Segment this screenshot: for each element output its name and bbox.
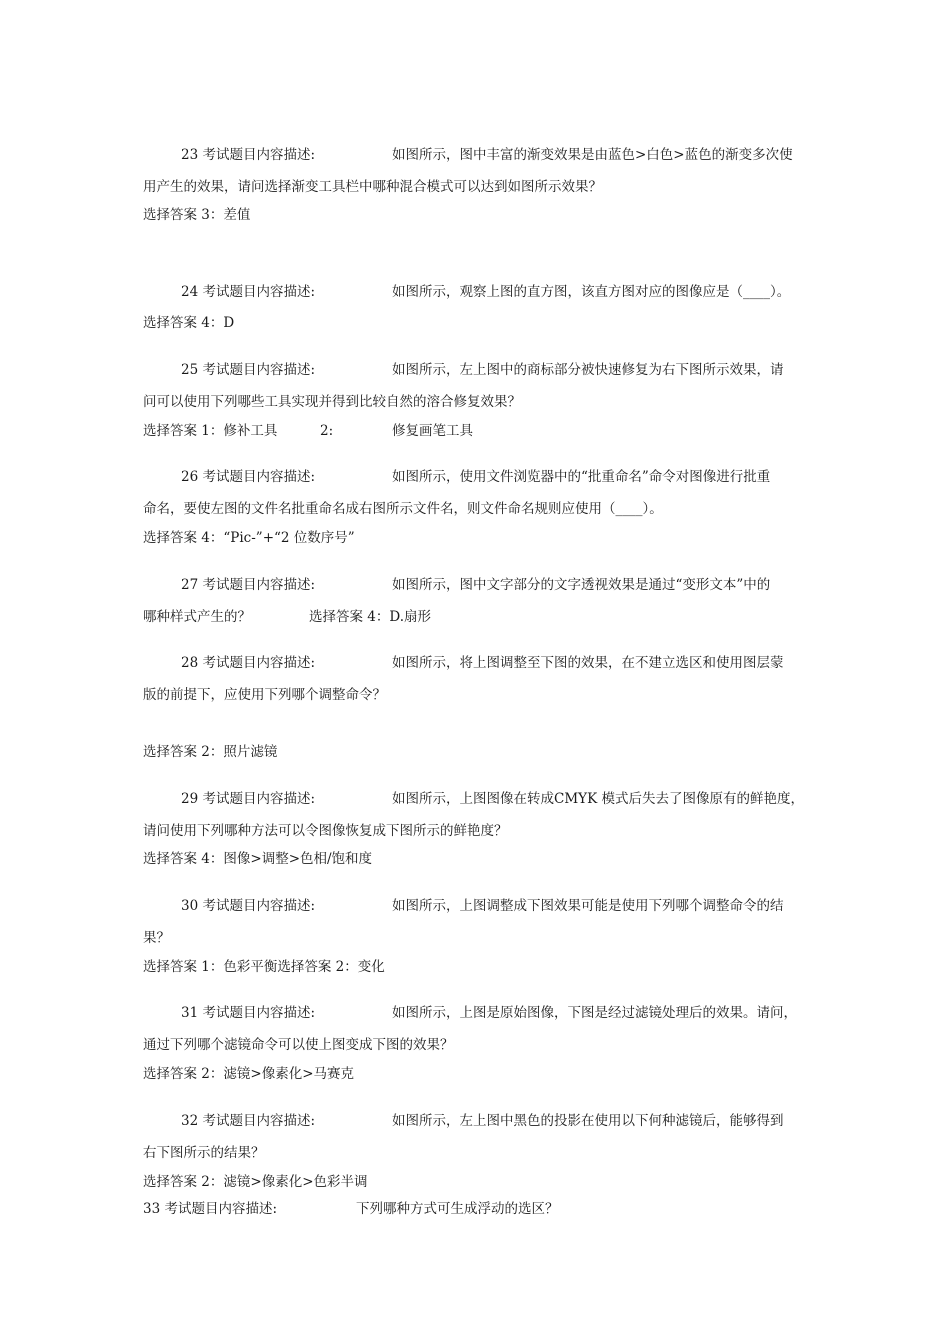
question-text: 版的前提下，应使用下列哪个调整命令？ [143,687,386,703]
question-text: 如图所示，图中文字部分的文字透视效果是通过“变形文本”中的 [392,577,771,593]
answer-text: 选择答案 3：差值 [143,207,251,223]
question-text: 问可以使用下列哪些工具实现并得到比较自然的溶合修复效果？ [143,394,521,410]
answer-number: 2: [320,423,334,439]
question-label: 25 考试题目内容描述: [181,362,316,378]
question-text: 如图所示，图中丰富的渐变效果是由蓝色>白色>蓝色的渐变多次使 [392,147,793,163]
question-label: 31 考试题目内容描述: [181,1005,316,1021]
answer-text: 选择答案 2：滤镜>像素化>色彩半调 [143,1174,368,1190]
answer-text: 选择答案 4：D.扇形 [309,609,432,625]
question-text: 用产生的效果，请问选择渐变工具栏中哪种混合模式可以达到如图所示效果？ [143,179,602,195]
answer-text: 选择答案 2：滤镜>像素化>马赛克 [143,1066,355,1082]
question-label: 24 考试题目内容描述: [181,284,316,300]
question-text: 哪种样式产生的？ [143,609,251,625]
answer-text: 修复画笔工具 [392,423,473,439]
question-text: 命名，要使左图的文件名批重命名成右图所示文件名，则文件命名规则应使用（____）。 [143,501,663,517]
question-text: 如图所示，将上图调整至下图的效果，在不建立选区和使用图层蒙 [392,655,784,671]
answer-text: 选择答案 4：“Pic-”+“2 位数序号” [143,530,355,546]
question-text: 如图所示，上图调整成下图效果可能是使用下列哪个调整命令的结 [392,898,784,914]
question-23 [181,146,315,164]
question-text: 如图所示，上图图像在转成CMYK 模式后失去了图像原有的鲜艳度， [392,791,804,807]
question-text: 如图所示，左上图中的商标部分被快速修复为右下图所示效果，请 [392,362,784,378]
question-text: 如图所示，使用文件浏览器中的“批重命名”命令对图像进行批重 [392,469,771,485]
answer-text: 选择答案 4：图像>调整>色相/饱和度 [143,851,373,867]
question-text: 如图所示，观察上图的直方图，该直方图对应的图像应是（____）。 [392,284,791,300]
question-text: 如图所示，左上图中黑色的投影在使用以下何种滤镜后，能够得到 [392,1113,784,1129]
question-text: 如图所示，上图是原始图像，下图是经过滤镜处理后的效果。请问， [392,1005,797,1021]
question-text: 右下图所示的结果？ [143,1145,265,1161]
question-text: 请问使用下列哪种方法可以令图像恢复成下图所示的鲜艳度？ [143,823,508,839]
question-label: 33 考试题目内容描述: [143,1201,278,1217]
answer-text: 选择答案 1：修补工具 [143,423,278,439]
question-label: 26 考试题目内容描述: [181,469,316,485]
answer-text: 选择答案 1：色彩平衡选择答案 2：变化 [143,959,385,975]
answer-text: 选择答案 4：D [143,315,235,331]
question-label: 23 考试题目内容描述: [181,147,316,163]
question-label: 28 考试题目内容描述: [181,655,316,671]
question-label: 29 考试题目内容描述: [181,791,316,807]
question-label: 32 考试题目内容描述: [181,1113,316,1129]
question-text: 果？ [143,930,170,946]
answer-text: 选择答案 2：照片滤镜 [143,744,278,760]
question-label: 27 考试题目内容描述: [181,577,316,593]
question-text: 通过下列哪个滤镜命令可以使上图变成下图的效果？ [143,1037,454,1053]
question-label: 30 考试题目内容描述: [181,898,316,914]
question-text: 下列哪种方式可生成浮动的选区？ [356,1201,559,1217]
